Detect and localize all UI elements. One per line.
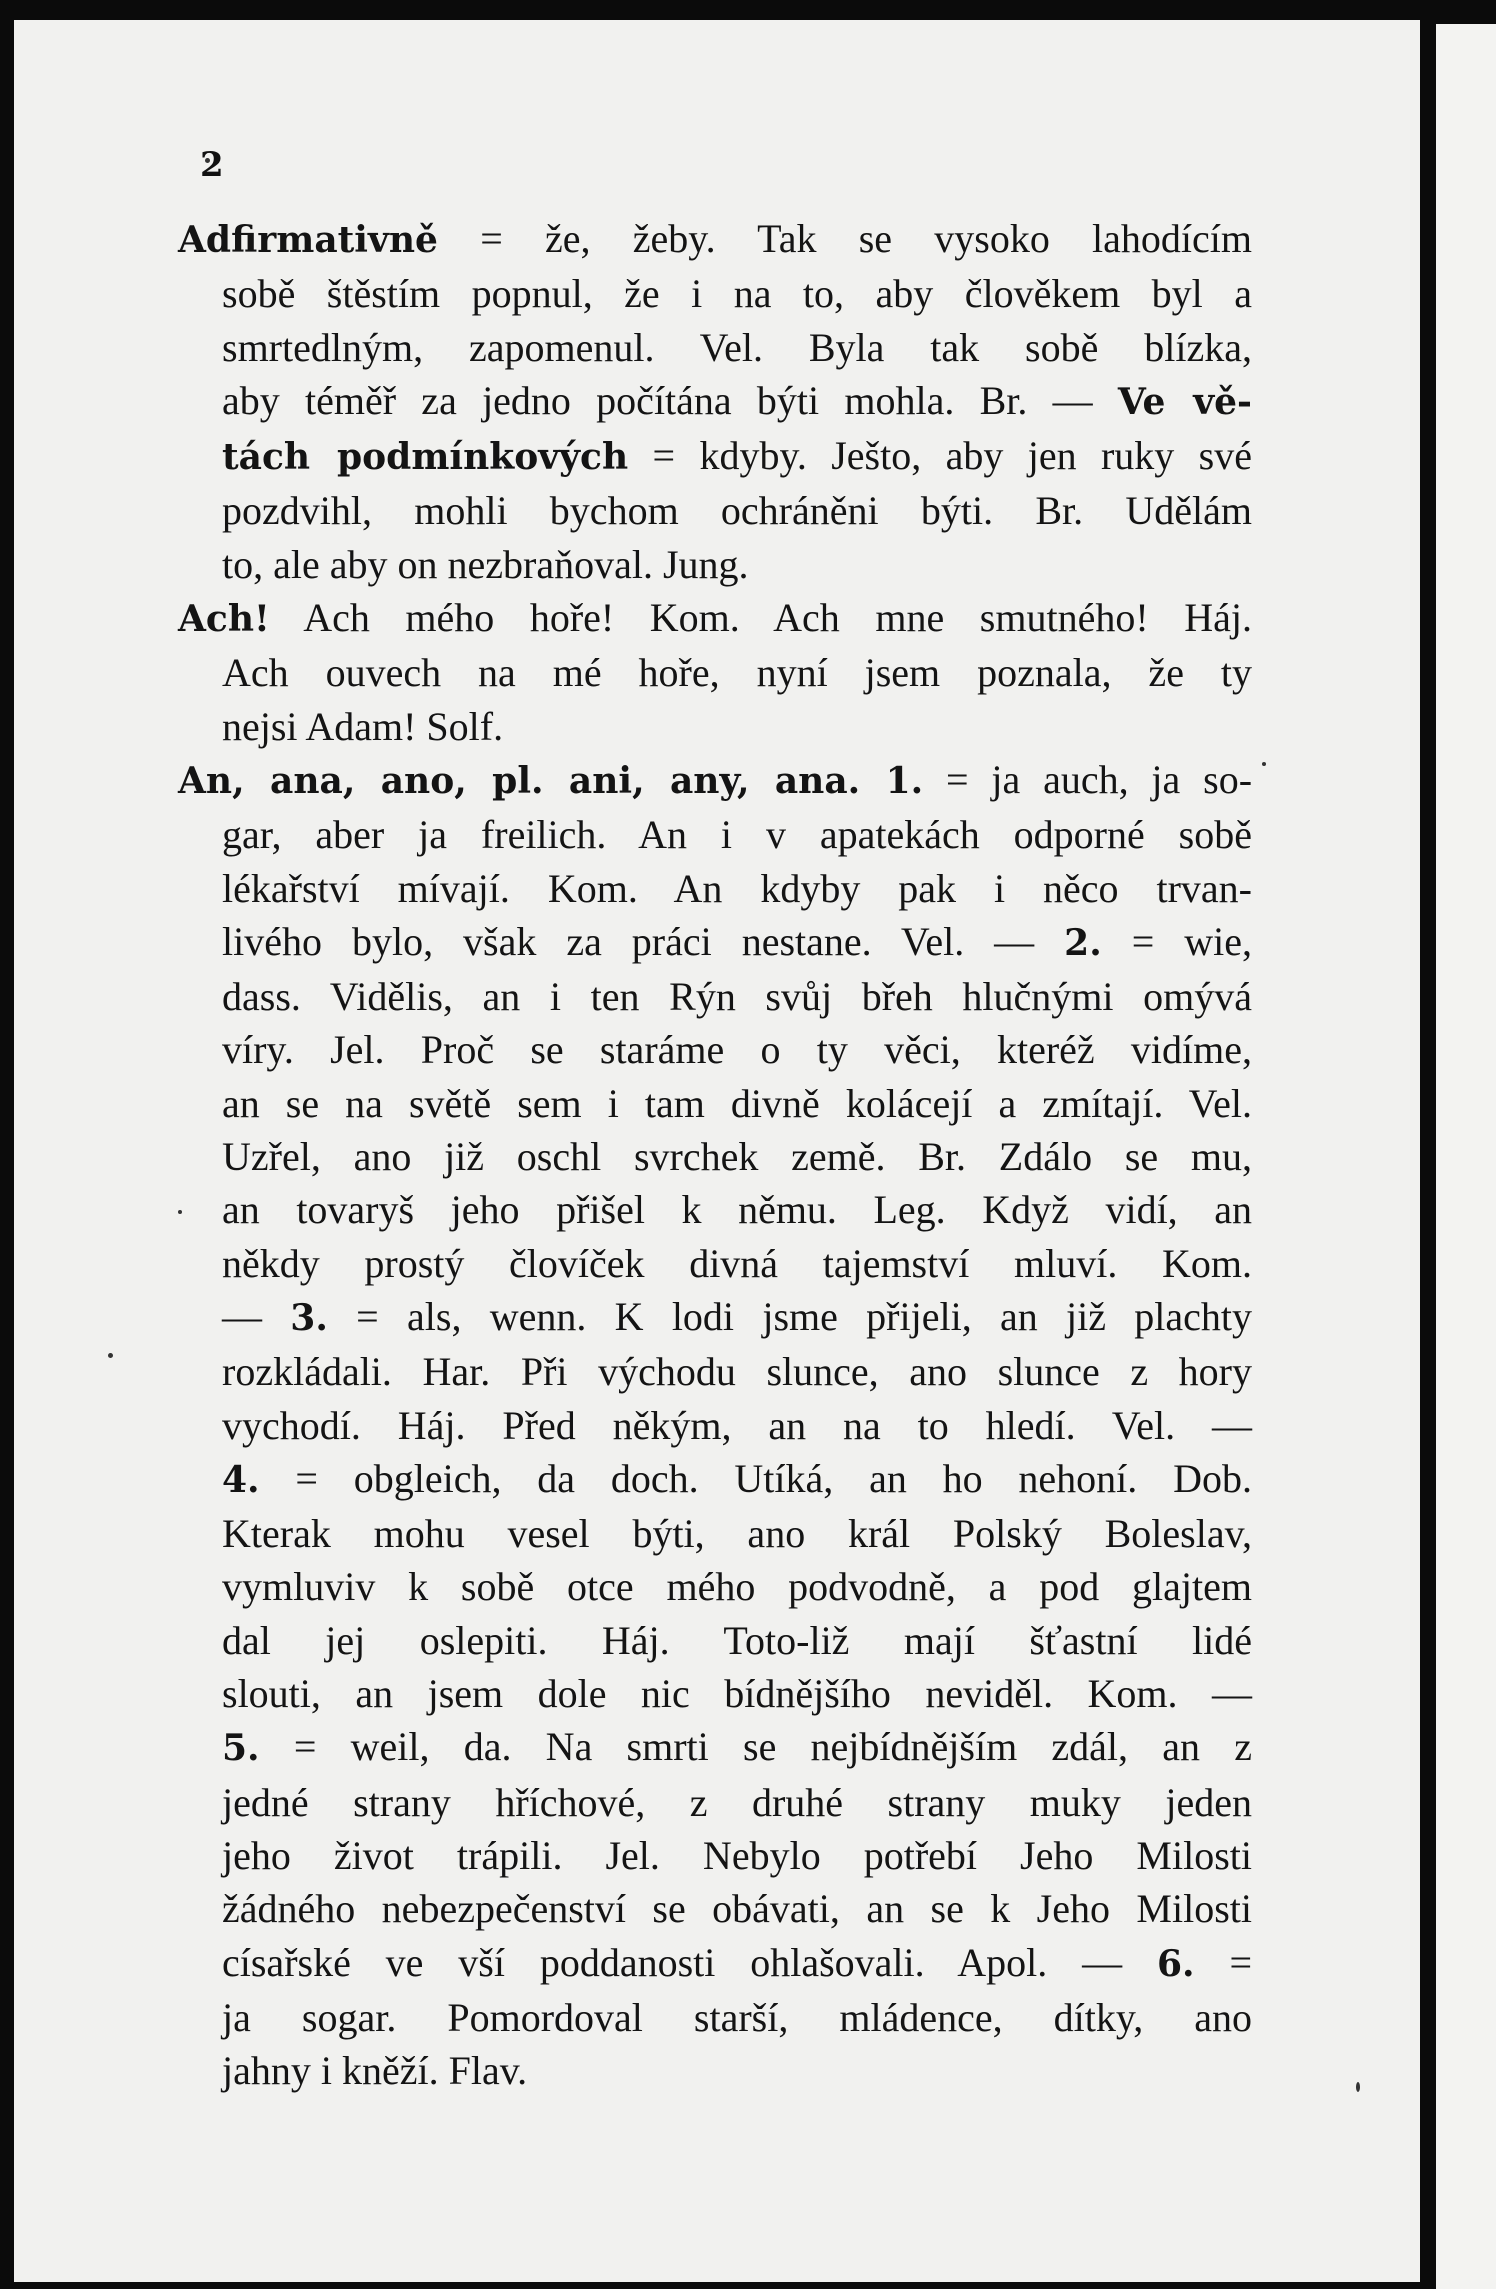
text-line [222, 267, 1252, 320]
text-line [222, 700, 1252, 753]
dictionary-text [178, 212, 1253, 2097]
text-segment: žádného nebezpečenství se obávati, an se k Jeho Milosti [222, 1886, 1252, 1932]
page-number: 2 [200, 145, 224, 185]
text-segment: vychodí. Háj. Před někým, an na to hledí. Vel. — [222, 1402, 1252, 1448]
text-line [222, 862, 1252, 915]
text-segment: aby téměř za jedno počítána býti mohla. Br. — [222, 377, 1118, 423]
bold-term: Ve vě- [1117, 380, 1252, 423]
bold-term: Adfirmativně [178, 219, 438, 261]
text-segment: Ach mého hoře! Kom. Ach mne smutného! Háj. [269, 595, 1252, 641]
text-line [222, 1237, 1252, 1290]
text-segment: sobě štěstím popnul, že i na to, aby člověkem byl a [222, 271, 1252, 317]
text-segment: = wie, [1101, 918, 1252, 964]
text-line [222, 484, 1252, 537]
print-speck [108, 1353, 113, 1358]
bold-term: tách podmínkových [222, 436, 629, 479]
text-line [222, 1776, 1252, 1829]
text-segment: víry. Jel. Proč se staráme o ty věci, kteréž vidíme, [222, 1027, 1252, 1073]
text-line [222, 1720, 1252, 1775]
text-segment: pozdvihl, mohli bychom ochráněni býti. Br. Udělám [222, 488, 1252, 534]
bold-term: 4. [222, 1458, 260, 1501]
text-segment: = kdyby. Ješto, aby jen ruky své [628, 433, 1252, 479]
text-segment: = že, žeby. Tak se vysoko lahodícím [437, 216, 1252, 261]
text-segment: Ach ouvech na mé hoře, nyní jsem poznala, že ty [222, 650, 1252, 696]
text-segment: dal jej oslepiti. Háj. Toto-liž mají šťastní lidé [222, 1617, 1252, 1663]
text-segment: = obgleich, da doch. Utíká, an ho nehoní. Dob. [259, 1455, 1252, 1501]
text-segment: Kterak mohu vesel býti, ano král Polský Boleslav, [222, 1511, 1252, 1557]
text-line [222, 1077, 1252, 1130]
facing-page-edge [1436, 24, 1496, 2289]
text-segment: = [1194, 1939, 1253, 1985]
text-segment: to, ale aby on nezbraňoval. Jung. [222, 541, 749, 587]
text-line [222, 374, 1252, 429]
bold-term: 5. [222, 1727, 260, 1770]
bold-term: 2. [1064, 921, 1102, 964]
print-speck [1262, 762, 1266, 766]
entry-headline [178, 212, 1252, 267]
text-line [222, 2044, 1252, 2097]
text-segment: livého bylo, však za práci nestane. Vel. — [222, 918, 1065, 964]
text-segment: jedné strany hříchové, z druhé strany muky jeden [222, 1779, 1252, 1825]
text-segment: gar, aber ja freilich. An i v apatekách odporné sobě [222, 812, 1252, 858]
text-line [222, 646, 1252, 699]
text-segment: an se na světě sem i tam divně kolácejí a zmítají. Vel. [222, 1080, 1252, 1126]
text-line [222, 1991, 1252, 2044]
text-line [222, 1023, 1252, 1076]
text-line [222, 1130, 1252, 1183]
text-line [222, 321, 1252, 374]
text-segment: dass. Vidělis, an i ten Rýn svůj břeh hlučnými omývá [222, 974, 1252, 1020]
text-line [222, 1345, 1252, 1398]
text-segment: — [222, 1293, 291, 1339]
text-line [222, 915, 1252, 970]
text-segment: jahny i kněží. Flav. [222, 2048, 528, 2094]
text-segment: vymluviv k sobě otce mého podvodně, a pod glajtem [222, 1564, 1252, 1610]
text-segment: = als, wenn. K lodi jsme přijeli, an již plachty [327, 1293, 1253, 1339]
text-segment: někdy prostý človíček divná tajemství mluví. Kom. [222, 1240, 1252, 1286]
text-segment: ja sogar. Pomordoval starší, mládence, dítky, ano [222, 1994, 1252, 2040]
text-segment: nejsi Adam! Solf. [222, 703, 504, 749]
text-line [222, 1183, 1252, 1236]
bold-term: 6. [1157, 1942, 1195, 1985]
text-line [222, 1829, 1252, 1882]
text-segment: smrtedlným, zapomenul. Vel. Byla tak sobě blízka, [222, 324, 1252, 370]
text-line [222, 808, 1252, 861]
print-speck [178, 1210, 182, 1214]
text-line [222, 1452, 1252, 1507]
text-line [222, 1399, 1252, 1452]
text-line [222, 970, 1252, 1023]
bold-term: Ach! [178, 598, 270, 641]
text-line [222, 429, 1252, 484]
text-line [222, 1882, 1252, 1935]
print-speck [1356, 2082, 1360, 2092]
text-line [222, 1290, 1252, 1345]
text-segment: císařské ve vší poddanosti ohlašovali. Apol. — [222, 1939, 1157, 1985]
text-line [222, 538, 1252, 591]
text-segment: an tovaryš jeho přišel k němu. Leg. Když vidí, an [222, 1187, 1252, 1233]
text-line [222, 1936, 1252, 1991]
text-segment: = weil, da. Na smrti se nejbídnějším zdál, an z [259, 1724, 1252, 1770]
bold-term: 3. [290, 1296, 328, 1339]
text-segment: lékařství mívají. Kom. An kdyby pak i něco trvan- [222, 865, 1252, 911]
text-line [222, 1614, 1252, 1667]
text-line [222, 1667, 1252, 1720]
bold-term: An, ana, ano, pl. ani, any, ana. 1. [178, 759, 924, 802]
text-segment: slouti, an jsem dole nic bídnějšího neviděl. Kom. — [222, 1671, 1252, 1717]
text-segment: = ja auch, ja so- [923, 756, 1253, 802]
entry-headline [178, 753, 1252, 808]
text-line [222, 1560, 1252, 1613]
text-segment: Uzřel, ano již oschl svrchek země. Br. Zdálo se mu, [222, 1134, 1252, 1180]
text-segment: jeho život trápili. Jel. Nebylo potřebí Jeho Milosti [222, 1832, 1252, 1878]
entry-headline [178, 591, 1252, 646]
text-line [222, 1507, 1252, 1560]
text-segment: rozkládali. Har. Při východu slunce, ano slunce z hory [222, 1349, 1252, 1395]
